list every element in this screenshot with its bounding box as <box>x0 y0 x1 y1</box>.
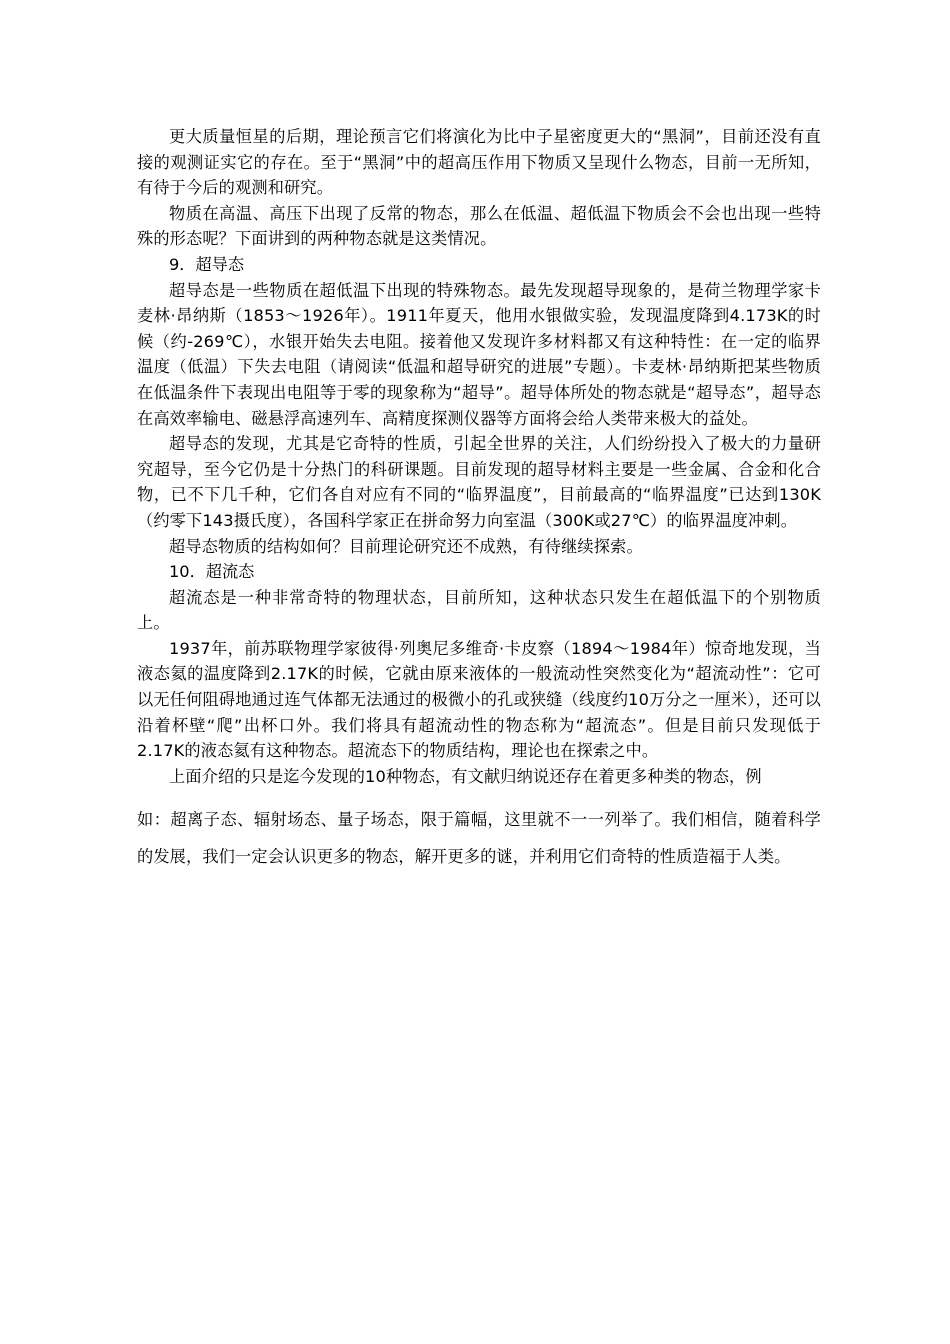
paragraph-superconducting-discovery: 超导态是一些物质在超低温下出现的特殊物态。最先发现超导现象的，是荷兰物理学家卡麦林·昂纳斯（1853～1926年）。1911年夏天，他用水银做实验，发现温度降到4.173K的时候（约-269℃），水银开始失去电阻。接着他又发现许多材料都又有这种特性：在一定的临界温度（低温）下失去电阻（请阅读“低温和超导研究的进展”专题）。卡麦林·昂纳斯把某些物质在低温条件下表现出电阻等于零的现象称为“超导”。超导体所处的物态就是“超导态”，超导态在高效率输电、磁悬浮高速列车、高精度探测仪器等方面将会给人类带来极大的益处。 <box>137 280 821 428</box>
paragraph-superfluid-discovery: 1937年，前苏联物理学家彼得·列奥尼多维奇·卡皮察（1894～1984年）惊奇地发现，当液态氦的温度降到2.17K的时候，它就由原来液体的一般流动性突然变化为“超流动性”：它可以无任何阻碍地通过连气体都无法通过的极微小的孔或狭缝（线度约10万分之一厘米），还可以沿着杯壁“爬”出杯口外。我们将具有超流动性的物态称为“超流态”。但是目前只发现低于2.17K的液态氦有这种物态。超流态下的物质结构，理论也在探索之中。 <box>137 638 821 761</box>
section-heading-superfluid: 10．超流态 <box>169 562 255 582</box>
paragraph-superconducting-structure: 超导态物质的结构如何？目前理论研究还不成熟，有待继续探索。 <box>169 536 643 556</box>
document-body <box>137 124 821 875</box>
paragraph-conclusion-start: 上面介绍的只是迄今发现的10种物态，有文献归纳说还存在着更多种类的物态，例 <box>169 766 762 786</box>
paragraph-conclusion-end: 如：超离子态、辐射场态、量子场态，限于篇幅，这里就不一一列举了。我们相信，随着科学的发展，我们一定会认识更多的物态，解开更多的谜，并利用它们奇特的性质造福于人类。 <box>137 810 821 867</box>
section-heading-superconducting: 9．超导态 <box>169 254 245 274</box>
paragraph-low-temperature-intro: 物质在高温、高压下出现了反常的物态，那么在低温、超低温下物质会不会也出现一些特殊的形态呢？下面讲到的两种物态就是这类情况。 <box>137 203 821 249</box>
paragraph-superconducting-research: 超导态的发现，尤其是它奇特的性质，引起全世界的关注，人们纷纷投入了极大的力量研究超导，至今它仍是十分热门的科研课题。目前发现的超导材料主要是一些金属、合金和化合物，已不下几千种，它们各自对应有不同的“临界温度”，目前最高的“临界温度”已达到130K（约零下143摄氏度），各国科学家正在拼命努力向室温（300K或27℃）的临界温度冲刺。 <box>137 434 821 530</box>
paragraph-superfluid-intro: 超流态是一种非常奇特的物理状态，目前所知，这种状态只发生在超低温下的个别物质上。 <box>137 587 821 633</box>
paragraph-black-hole: 更大质量恒星的后期，理论预言它们将演化为比中子星密度更大的“黑洞”，目前还没有直接的观测证实它的存在。至于“黑洞”中的超高压作用下物质又呈现什么物态，目前一无所知，有待于今后的观测和研究。 <box>137 127 821 198</box>
